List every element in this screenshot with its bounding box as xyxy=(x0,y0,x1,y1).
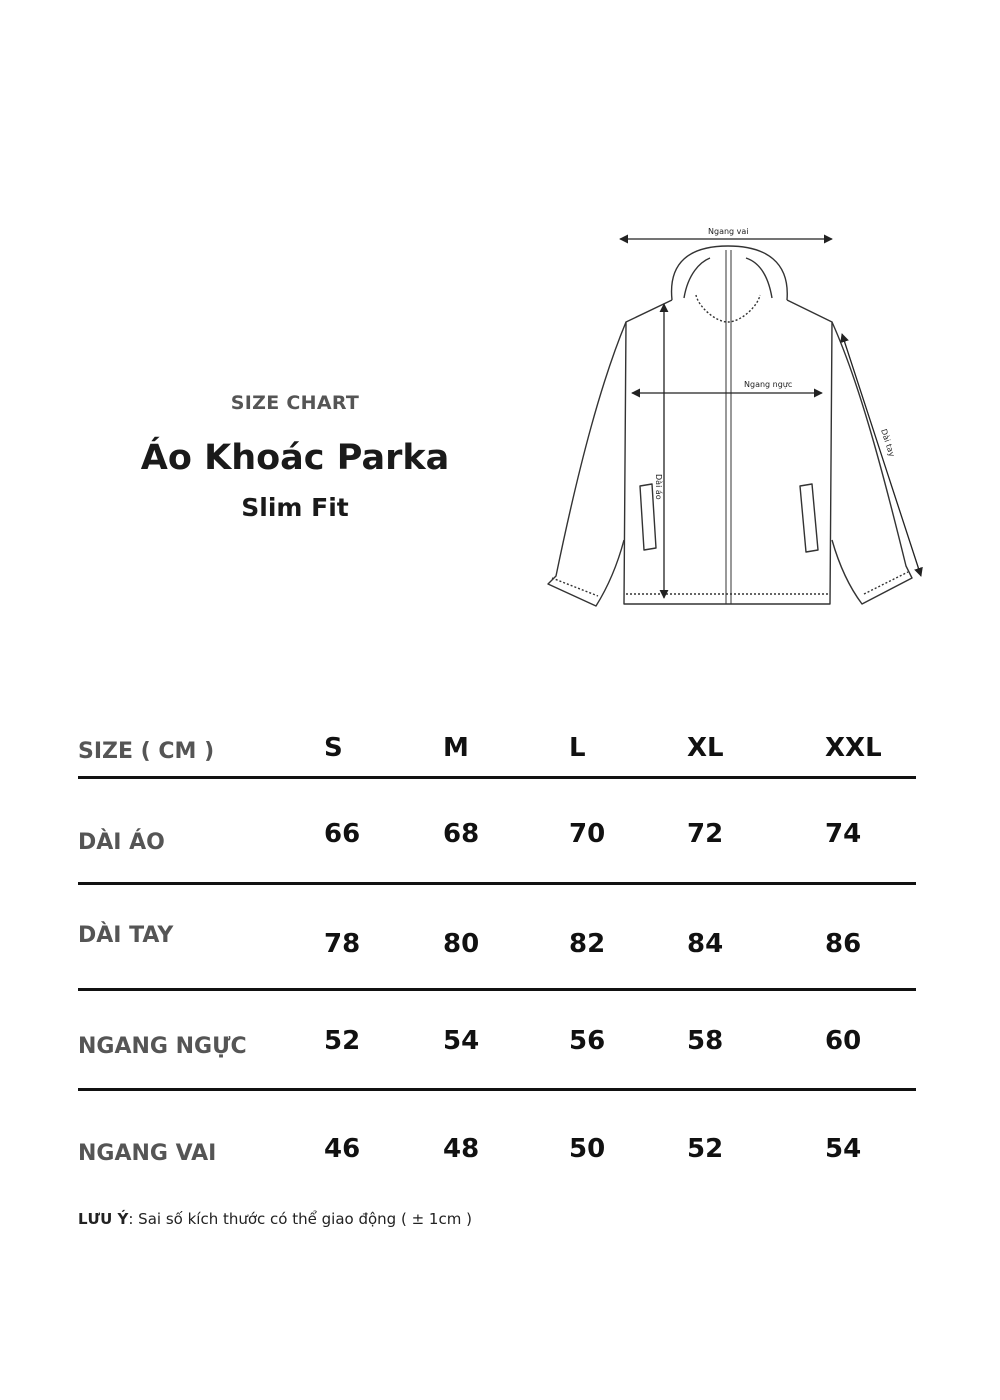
table-cell: 54 xyxy=(443,1026,480,1056)
table-row xyxy=(78,779,916,885)
size-m: M xyxy=(443,733,469,763)
product-title: Áo Khoác Parka xyxy=(140,438,450,478)
table-cell: 78 xyxy=(324,929,361,959)
table-cell: 46 xyxy=(324,1134,361,1164)
table-cell: 66 xyxy=(324,819,361,849)
tolerance-note xyxy=(78,1210,472,1228)
table-cell: 58 xyxy=(687,1026,724,1056)
table-row xyxy=(78,1091,916,1191)
table-cell: 68 xyxy=(443,819,480,849)
table-cell: 70 xyxy=(569,819,606,849)
table-cell: 54 xyxy=(825,1134,862,1164)
row-label: NGANG VAI xyxy=(78,1141,217,1166)
note-label: LƯU Ý xyxy=(78,1210,129,1228)
note-text: : Sai số kích thước có thể giao động ( ± 1cm ) xyxy=(128,1210,472,1228)
table-cell: 48 xyxy=(443,1134,480,1164)
size-xl: XL xyxy=(687,733,724,763)
table-cell: 50 xyxy=(569,1134,606,1164)
size-chart-kicker: SIZE CHART xyxy=(230,392,360,414)
table-cell: 82 xyxy=(569,929,606,959)
table-cell: 56 xyxy=(569,1026,606,1056)
chest-label: Ngang ngực xyxy=(744,380,793,389)
size-unit-label: SIZE ( CM ) xyxy=(78,739,215,764)
table-cell: 74 xyxy=(825,819,862,849)
table-row xyxy=(78,885,916,991)
row-label: NGANG NGỰC xyxy=(78,1034,247,1059)
sleeve-label: Dài tay xyxy=(879,427,897,458)
size-s: S xyxy=(324,733,343,763)
table-cell: 52 xyxy=(687,1134,724,1164)
table-header-row xyxy=(78,720,916,779)
size-l: L xyxy=(569,733,586,763)
size-table xyxy=(78,720,916,1191)
fit-subtitle: Slim Fit xyxy=(241,493,349,522)
table-cell: 80 xyxy=(443,929,480,959)
table-cell: 86 xyxy=(825,929,862,959)
row-label: DÀI ÁO xyxy=(78,830,165,855)
row-label: DÀI TAY xyxy=(78,923,174,948)
shoulder-label: Ngang vai xyxy=(708,227,749,236)
length-label: Dài áo xyxy=(654,474,663,500)
table-cell: 84 xyxy=(687,929,724,959)
table-cell: 60 xyxy=(825,1026,862,1056)
size-xxl: XXL xyxy=(825,733,882,763)
table-cell: 52 xyxy=(324,1026,361,1056)
table-row xyxy=(78,991,916,1091)
jacket-diagram xyxy=(540,222,940,617)
table-cell: 72 xyxy=(687,819,724,849)
